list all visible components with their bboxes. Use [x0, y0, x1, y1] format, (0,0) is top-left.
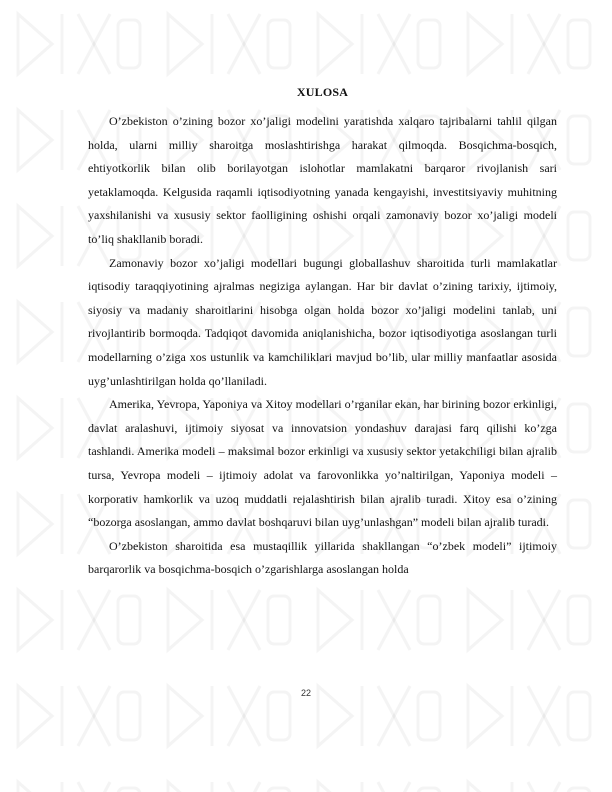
document-title: XULOSA — [296, 85, 349, 99]
paragraph-4: O’zbekiston sharoitida esa mustaqillik yillarida shakllangan “o’zbek modeli” ijtimoiy barqarorlik va bosqichma-bosqich o’zgarishlarga asoslangan holda — [88, 538, 557, 577]
paragraph-2: Zamonaviy bozor xo’jaligi modellari bugungi globallashuv sharoitida turli mamlakatlar iqtisodiy taraqqiyotining ajralmas negiziga aylangan. Har bir davlat o’zining tarixiy, ijtimoiy, siyosiy va madaniy sharoitlarini hisobga olgan holda bozor xo’jaligi modelini tanlab, uni rivojlantirib bormoqda. Tadqiqot davomida aniqlanishicha, bozor iqtisodiyotiga asoslangan turli modellarning o’ziga xos ustunlik va kamchiliklari mavjud bo’lib, ular milliy manfaatlar asosida uyg’unlashtirilgan holda qo’llaniladi. — [88, 255, 557, 388]
document-page — [88, 80, 557, 582]
paragraph-1: O’zbekiston o’zining bozor xo’jaligi modelini yaratishda xalqaro tajribalarni tahlil qilgan holda, ularni milliy sharoitga moslashtirishga harakat qilmoqda. Bosqichma-bosqich, ehtiyotkorlik bilan olib borilayotgan islohotlar mamlakatni barqaror rivojlanish sari yetaklamoqda. Kelgusida raqamli iqtisodiyotning yanada kengayishi, investitsiyaviy muhitning yaxshilanishi va xususiy sektor faolligining oshishi orqali zamonaviy bozor xo’jaligi modeli to’liq shakllanib boradi. — [88, 114, 557, 246]
paragraph-3: Amerika, Yevropa, Yaponiya va Xitoy modellari o’rganilar ekan, har birining bozor erkinligi, davlat aralashuvi, ijtimoiy siyosat va innovatsion yondashuv darajasi farq qilishi ko’zga tashlandi. Amerika modeli – maksimal bozor erkinligi va xususiy sektor yetakchiligi bilan ajralib tursa, Yevropa modeli – ijtimoiy adolat va farovonlikka yo’naltirilgan, Yaponiya modeli – korporativ hamkorlik va uzoq muddatli rejalashtirish bilan ajralib turadi. Xitoy esa o’zining “bozorga asoslangan, ammo davlat boshqaruvi bilan uyg’unlashgan” modeli bilan ajralib turadi. — [88, 397, 557, 530]
page-number: 22 — [300, 688, 311, 698]
